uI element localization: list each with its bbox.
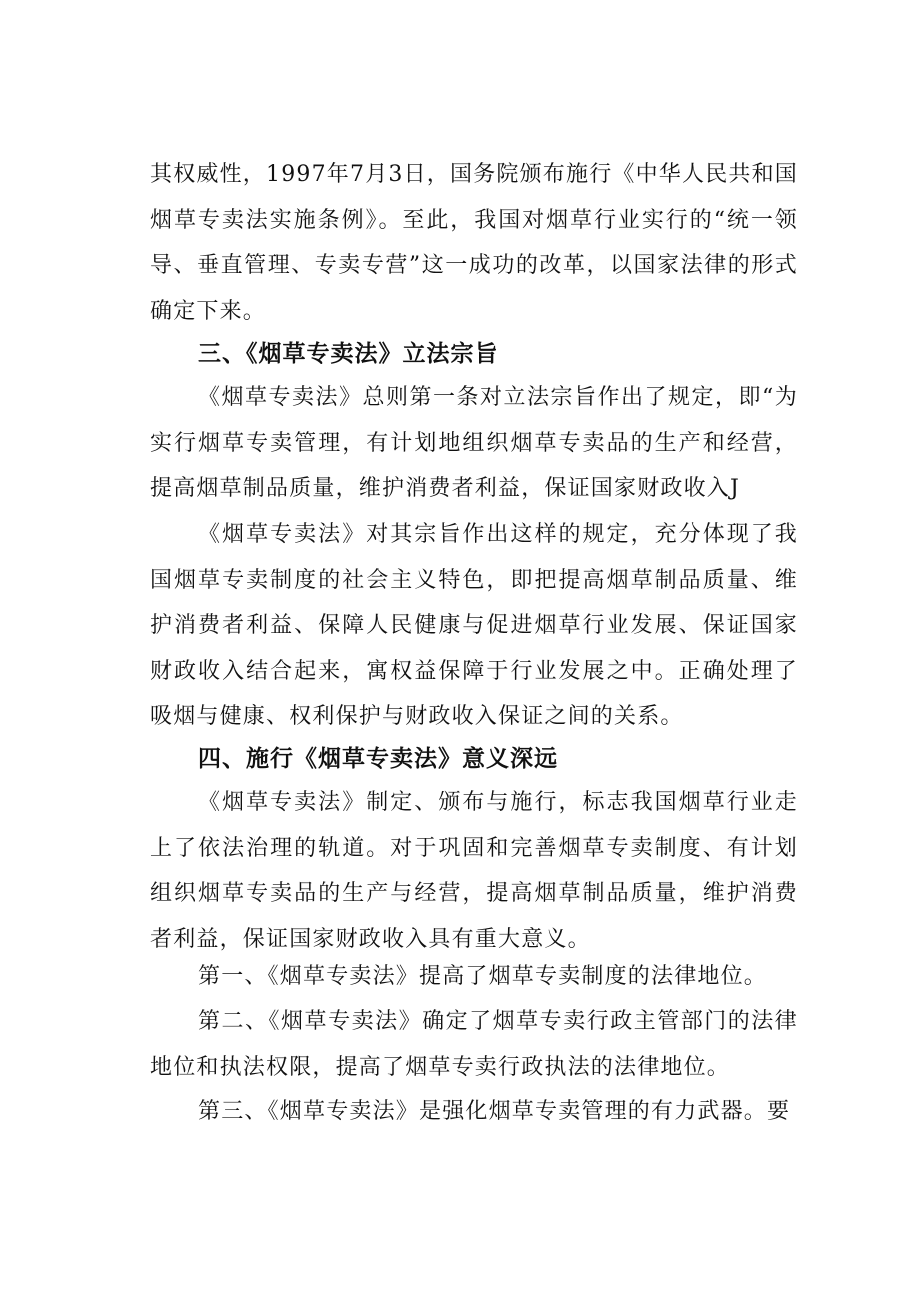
- section-heading-significance: 四、施行《烟草专卖法》意义深远: [198, 746, 558, 772]
- paragraph-significance: 《烟草专卖法》制定、颁布与施行，标志我国烟草行业走上了依法治理的轨道。对于巩固和完善烟草专卖制度、有计划组织烟草专卖品的生产与经营，提高烟草制品质量，维护消费者利益，保证国家财政收入具有重大意义。: [150, 790, 798, 952]
- point-second: 第二、《烟草专卖法》确定了烟草专卖行政主管部门的法律地位和执法权限，提高了烟草专卖行政执法的法律地位。: [150, 1009, 798, 1080]
- point-third: 第三、《烟草专卖法》是强化烟草专卖管理的有力武器。要: [198, 1099, 791, 1124]
- paragraph-purpose-article-one: 《烟草专卖法》总则第一条对立法宗旨作出了规定，即“为实行烟草专卖管理，有计划地组织烟草专卖品的生产和经营，提高烟草制品质量，维护消费者利益，保证国家财政收入J: [150, 385, 798, 501]
- point-first: 第一、《烟草专卖法》提高了烟草专卖制度的法律地位。: [198, 964, 768, 989]
- section-heading-legislative-purpose: 三、《烟草专卖法》立法宗旨: [198, 341, 499, 367]
- paragraph-purpose-explanation: 《烟草专卖法》对其宗旨作出这样的规定，充分体现了我国烟草专卖制度的社会主义特色，即把提高烟草制品质量、维护消费者利益、保障人民健康与促进烟草行业发展、保证国家财政收入结合起来，寓权益保障于行业发展之中。正确处理了吸烟与健康、权利保护与财政收入保证之间的关系。: [150, 522, 798, 729]
- paragraph-continuation: 其权威性，1997年7月3日，国务院颁布施行《中华人民共和国烟草专卖法实施条例》。至此，我国对烟草行业实行的“统一领导、垂直管理、专卖专营”这一成功的改革，以国家法律的形式确定下来。: [150, 162, 798, 324]
